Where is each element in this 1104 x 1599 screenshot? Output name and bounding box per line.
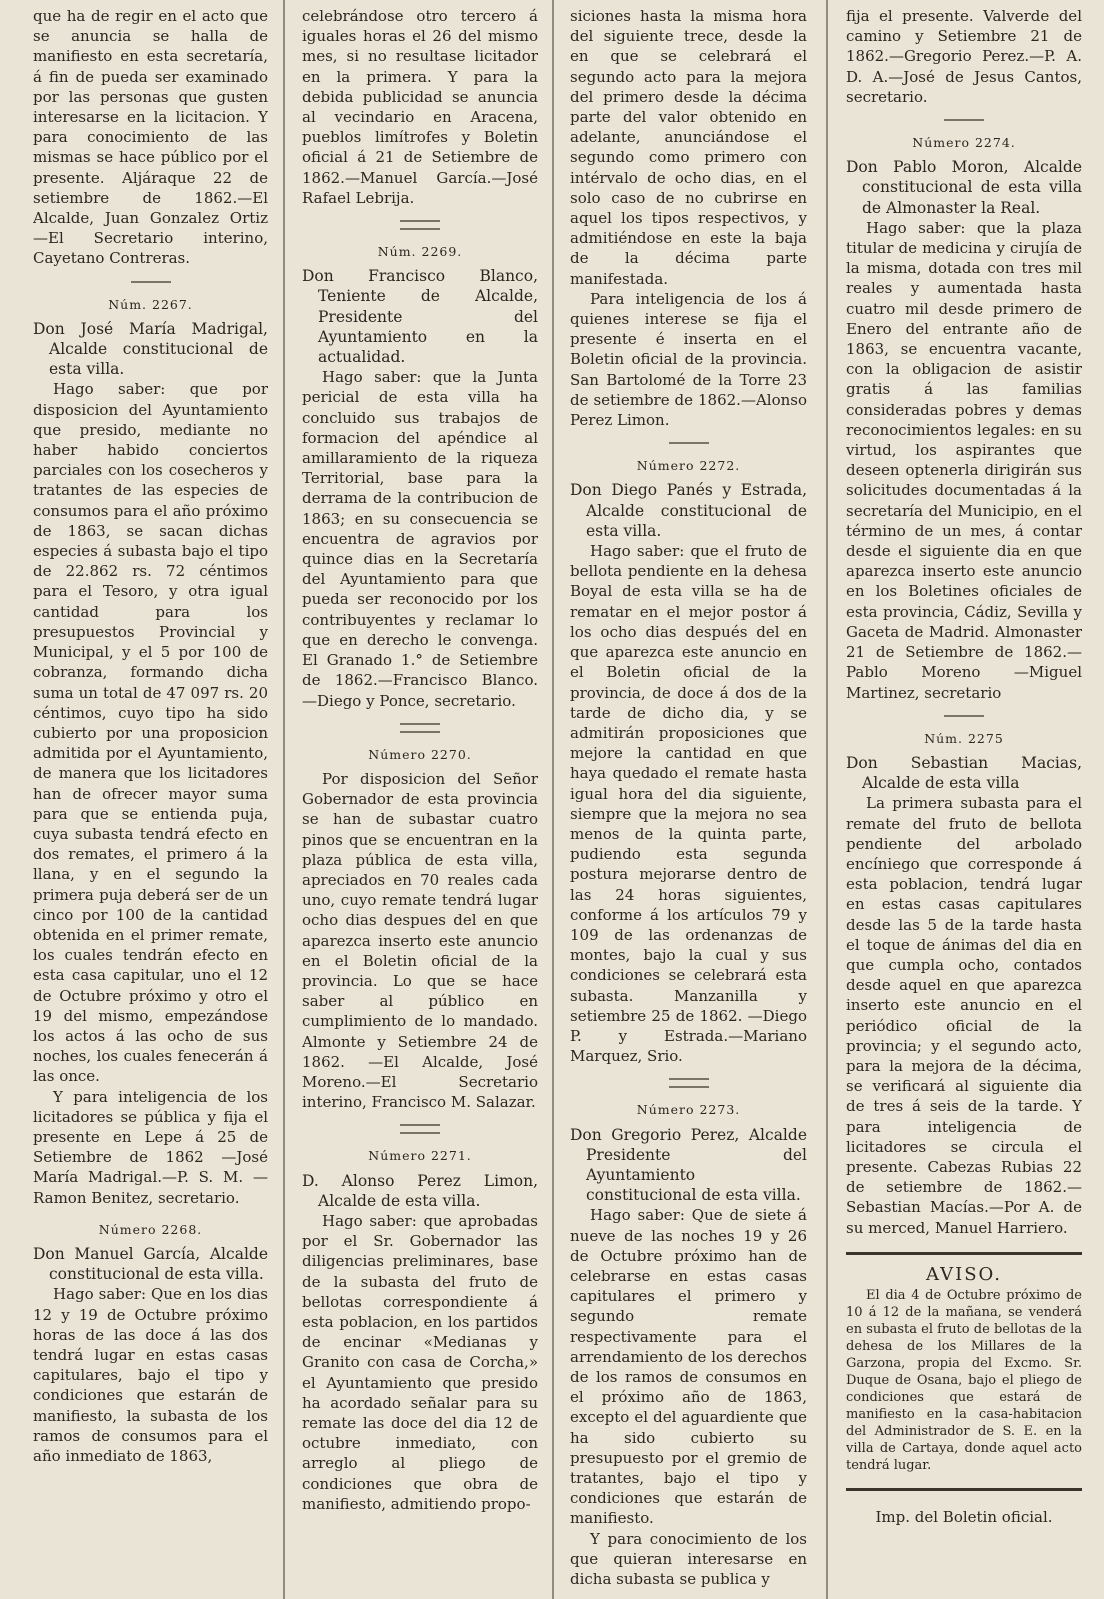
- paragraph: fija el presente. Valverde del camino y Setiembre 21 de 1862.—Gregorio Perez.—P. A. D. A.—José de Jesus Cantos, secretario.: [846, 7, 1082, 106]
- notice-number: Número 2270.: [368, 746, 472, 762]
- separator: [400, 723, 440, 733]
- paragraph: Hago saber: que por disposicion del Ayuntamiento que presido, mediante no haber habido conciertos parciales con los cosecheros y tratantes de las especies de consumos para el año próximo de 1863, se sacan dichas especies á subasta bajo el tipo de 22.862 rs. 72 céntimos para el Tesoro, y otra igual cantidad para los presupuestos Provincial y Municipal, y el 5 por 100 de cobranza, formando dicha suma un total de 47 097 rs. 20 céntimos, cuyo tipo ha sido cubierto por una proposicion admitida por el Ayuntamiento, de manera que los licitadores han de ofrecer mayor suma para que se entienda puja, cuya subasta tendrá efecto en dos remates, el primero á la llana, y en el segundo la primera puja deberá ser de un cinco por 100 de la cantidad obtenida en el primer remate, los cuales tendrán efecto en esta casa capitular, uno el 12 de Octubre próximo y otro el 19 del mismo, empezándose los actos á las ocho de sus noches, los cuales fenecerán á las once.: [33, 380, 268, 1086]
- notice-number: Núm. 2269.: [377, 244, 463, 260]
- paragraph: Hago saber: Que de siete á nueve de las noches 19 y 26 de Octubre próximo han de celebrarse en estas casas capitulares el primero y segundo remate respectivamente para el arrendamiento de los derechos de los ramos de consumos en el próximo año de 1863, excepto el del aguardiente que ha sido cubierto su presupuesto por el gremio de tratantes, bajo el tipo y condiciones que estarán de manifiesto.: [570, 1206, 807, 1528]
- paragraph: Y para inteligencia de los licitadores se pública y fija el presente en Lepe á 25 de Setiembre de 1862 —José María Madrigal.—P. S. M. —Ramon Benitez, secretario.: [33, 1087, 268, 1207]
- column-1: [33, 6, 268, 1596]
- paragraph: celebrándose otro tercero á iguales horas el 26 del mismo mes, si no resultase licitador en la primera. Y para la debida publicidad se anuncia al vecindario en Aracena, pueblos limítrofes y Boletin oficial á 21 de Setiembre de 1862.—Manuel García.—José Rafael Lebrija.: [302, 7, 538, 207]
- aviso-text: El dia 4 de Octubre próximo de 10 á 12 de la mañana, se venderá en subasta el fruto de bellotas de la dehesa de los Millares de la Garzona, propia del Excmo. Sr. Duque de Osana, bajo el pliego de condiciones que estará de manifiesto en la casa-habitacion del Administrador de S. E. en la villa de Cartaya, donde aquel acto tendrá lugar.: [846, 1287, 1082, 1473]
- notice-heading: Don Manuel García, Alcalde constitucional de esta villa.: [33, 1244, 268, 1284]
- column-divider: [826, 0, 828, 1599]
- paragraph: Hago saber: que el fruto de bellota pendiente en la dehesa Boyal de esta villa se ha de rematar en el mejor postor á los ocho dias después del en que aparezca este anuncio en el Boletin oficial de la provincia, de doce á dos de la tarde de dicho dia, y se admitirán proposiciones que mejore la cantidad en que haya quedado el remate hasta igual hora del dia siguiente, siempre que la mejora no sea menos de la quinta parte, pudiendo esta segunda postura mejorarse dentro de las 24 horas siguientes, conforme á los artículos 79 y 109 de las ordenanzas de montes, bajo la cual y sus condiciones se celebrará esta subasta. Manzanilla y setiembre 25 de 1862. —Diego P. y Estrada.—Mariano Marquez, Srio.: [570, 542, 807, 1066]
- notice-number: Número 2273.: [636, 1102, 741, 1118]
- notice-number: Número 2271.: [368, 1148, 472, 1164]
- notice-heading: Don Diego Panés y Estrada, Alcalde constitucional de esta villa.: [570, 481, 807, 540]
- notice-heading: Don José María Madrigal, Alcalde constitucional de esta villa.: [33, 319, 268, 379]
- paragraph: Y para conocimiento de los que quieran interesarse en dicha subasta se publica y: [570, 1529, 807, 1589]
- paragraph: siciones hasta la misma hora del siguiente trece, desde la en que se celebrará el segundo acto para la mejora del primero desde la décima parte del valor obtenido en adelante, anunciándose el segundo como primero con intérvalo de ocho dias, en el solo caso de no cubrirse en aquel los tipos respectivos, y admitiéndose en este la baja de la décima parte manifestada.: [570, 7, 807, 288]
- imprint: Imp. del Boletin oficial.: [875, 1507, 1053, 1526]
- paragraph: Por disposicion del Señor Gobernador de esta provincia se han de subastar cuatro pinos que se encuentran en la plaza pública de esta villa, apreciados en 70 reales cada uno, cuyo remate tendrá lugar ocho dias despues del en que aparezca inserto este anuncio en el Boletin oficial de la provincia. Lo que se hace saber al público en cumplimiento de lo mandado. Almonte y Setiembre 24 de 1862. —El Alcalde, José Moreno.—El Secretario interino, Francisco M. Salazar.: [302, 769, 538, 1112]
- separator: [400, 1124, 440, 1134]
- paragraph: Hago saber: que la plaza titular de medicina y cirujía de la misma, dotada con tres mil reales y aumentada hasta cuatro mil desde primero de Enero del entrante año de 1863, se encuentra vacante, con la obligacion de asistir gratis á las familias consideradas pobres y demas reconocimientos legales: en su virtud, los aspirantes que deseen optenerla dirigirán sus solicitudes documentadas á la secretaría del Municipio, en el término de un mes, á contar desde el siguiente dia en que aparezca inserto este anuncio en los Boletines oficiales de esta provincia, Cádiz, Sevilla y Gaceta de Madrid. Almonaster 21 de Setiembre de 1862.—Pablo Moreno —Miguel Martinez, secretario: [846, 218, 1082, 702]
- column-4: [846, 6, 1082, 1596]
- notice-number: Número 2272.: [636, 458, 741, 474]
- notice-heading: Don Francisco Blanco, Teniente de Alcalde, Presidente del Ayuntamiento en la actualidad.: [302, 267, 538, 367]
- notice-heading: Don Gregorio Perez, Alcalde Presidente del Ayuntamiento constitucional de esta villa.: [570, 1125, 807, 1205]
- notice-heading: Don Sebastian Macias, Alcalde de esta villa: [846, 753, 1082, 793]
- notice-number: Núm. 2267.: [108, 296, 193, 312]
- notice-heading: Don Pablo Moron, Alcalde constitucional de esta villa de Almonaster la Real.: [846, 158, 1082, 217]
- separator: [846, 1488, 1082, 1491]
- notice-number: Núm. 2275: [924, 730, 1004, 746]
- column-2: [302, 6, 538, 1596]
- paragraph: Hago saber: Que en los dias 12 y 19 de Octubre próximo horas de las doce á las dos tendrá lugar en estas casas capitulares, bajo el tipo y condiciones que estarán de manifiesto, la subasta de los ramos de consumos para el año inmediato de 1863,: [33, 1285, 268, 1466]
- separator: [944, 715, 984, 717]
- column-divider: [552, 0, 554, 1599]
- paragraph: La primera subasta para el remate del fruto de bellota pendiente del arbolado encíniego que corresponde á esta poblacion, tendrá lugar en estas casas capitulares desde las 5 de la tarde hasta el toque de ánimas del dia en que cumpla ocho, contados desde aquel en que aparezca inserto este anuncio en el periódico oficial de la provincia; y el segundo acto, para la mejora de la décima, se verificará al siguiente dia de tres á seis de la tarde. Y para inteligencia de licitadores se circula el presente. Cabezas Rubias 22 de setiembre de 1862.—Sebastian Macías.—Por A. de su merced, Manuel Harriero.: [846, 794, 1082, 1237]
- paragraph: Hago saber: que la Junta pericial de esta villa ha concluido sus trabajos de formacion del apéndice al amillaramiento de la riqueza Territorial, base para la derrama de la contribucion de 1863; en su consecuencia se encuentra de agravios por quince dias en la Secretaría del Ayuntamiento para que pueda ser reconocido por los contribuyentes y reclamar lo que en derecho le convenga. El Granado 1.° de Setiembre de 1862.—Francisco Blanco. —Diego y Ponce, secretario.: [302, 368, 538, 710]
- column-3: [570, 6, 807, 1596]
- notice-number: Número 2268.: [98, 1221, 203, 1237]
- paragraph: que ha de regir en el acto que se anuncia se halla de manifiesto en esta secretaría, á fin de pueda ser examinado por las personas que gusten interesarse en la licitacion. Y para conocimiento de las mismas se hace público por el presente. Aljáraque 22 de setiembre de 1862.—El Alcalde, Juan Gonzalez Ortiz —El Secretario interino, Cayetano Contreras.: [33, 7, 268, 268]
- notice-heading: D. Alonso Perez Limon, Alcalde de esta villa.: [302, 1171, 538, 1210]
- separator: [669, 442, 709, 444]
- column-divider: [283, 0, 285, 1599]
- separator: [131, 281, 171, 283]
- paragraph: Hago saber: que aprobadas por el Sr. Gobernador las diligencias preliminares, base de la subasta del fruto de bellotas correspondiente á esta poblacion, en los partidos de encinar «Medianas y Granito con casa de Corcha,» el Ayuntamiento que presido ha acordado señalar para su remate las doce del dia 12 de octubre inmediato, con arreglo al pliego de condiciones que obra de manifiesto, admitiendo propo-: [302, 1211, 538, 1513]
- aviso-title: AVISO.: [926, 1263, 1002, 1285]
- separator: [669, 1078, 709, 1088]
- separator: [846, 1252, 1082, 1255]
- separator: [944, 119, 984, 121]
- separator: [400, 220, 440, 230]
- paragraph: Para inteligencia de los á quienes interese se fija el presente é inserta en el Boletin oficial de la provincia. San Bartolomé de la Torre 23 de setiembre de 1862.—Alonso Perez Limon.: [570, 289, 807, 430]
- notice-number: Número 2274.: [912, 135, 1016, 151]
